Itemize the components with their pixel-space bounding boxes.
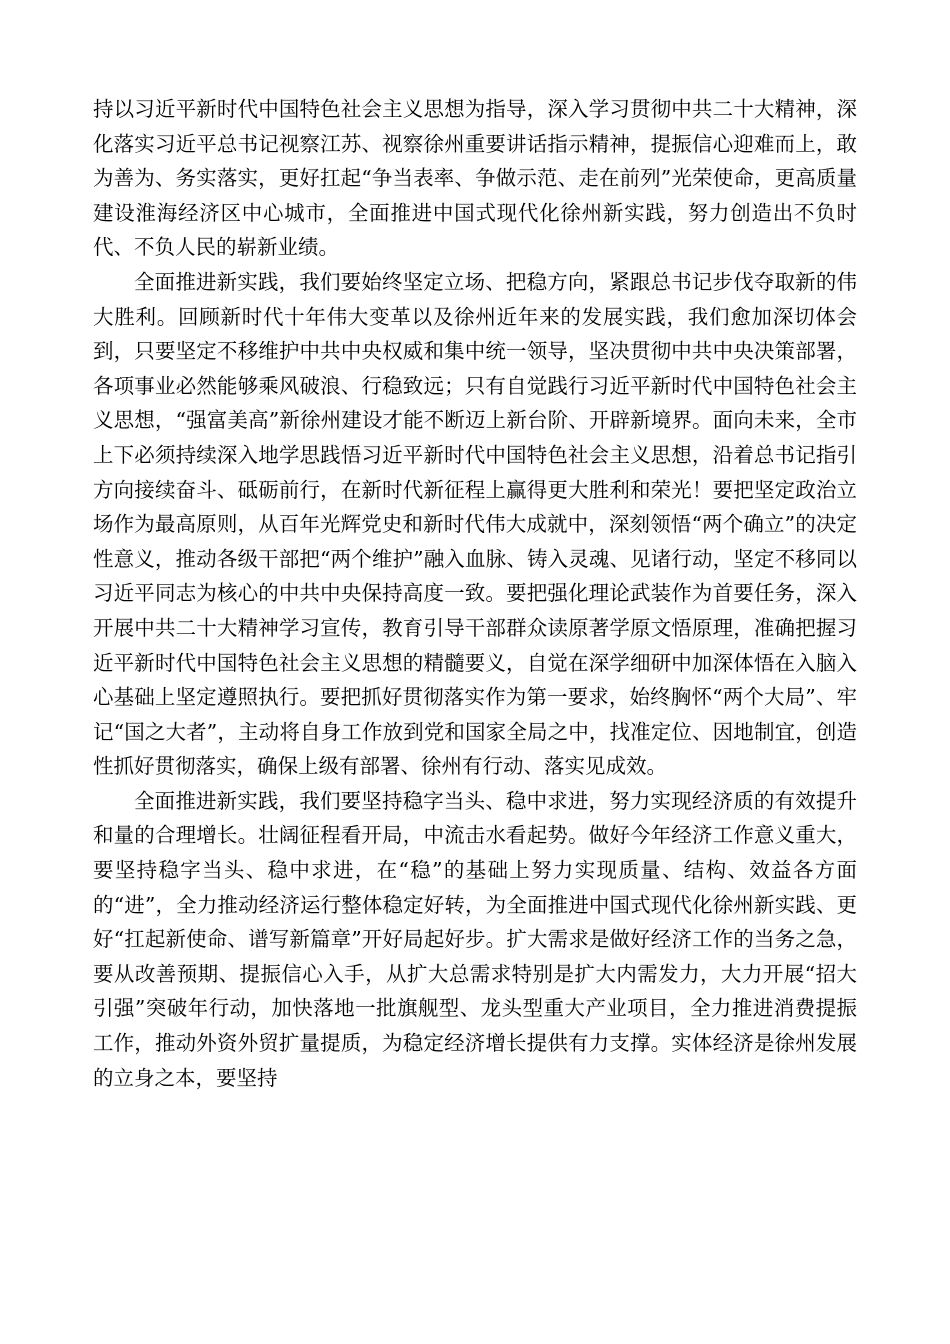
paragraph-steady-progress: 全面推进新实践，我们要坚持稳字当头、稳中求进，努力实现经济质的有效提升和量的合理增长。壮阔征程看开局，中流击水看起势。做好今年经济工作意义重大，要坚持稳字当头、稳中求进，在“稳”的基础上努力实现质量、结构、效益各方面的“进”，全力推动经济运行整体稳定好转，为全面推进中国式现代化徐州新实践、更好“扛起新使命、谱写新篇章”开好局起好步。扩大需求是做好经济工作的当务之急，要从改善预期、提振信心入手，从扩大总需求特别是扩大内需发力，大力开展“招大引强”突破年行动，加快落地一批旗舰型、龙头型重大产业项目，全力推进消费提振工作，推动外资外贸扩量提质，为稳定经济增长提供有力支撑。实体经济是徐州发展的立身之本，要坚持 — [93, 788, 857, 1090]
paragraph-intro-continuation: 持以习近平新时代中国特色社会主义思想为指导，深入学习贯彻中共二十大精神，深化落实习近平总书记视察江苏、视察徐州重要讲话指示精神，提振信心迎难而上，敢为善为、务实落实，更好扛起“争当表率、争做示范、走在前列”光荣使命，更高质量建设淮海经济区中心城市，全面推进中国式现代化徐州新实践，努力创造出不负时代、不负人民的崭新业绩。 — [93, 97, 857, 260]
paragraph-firm-stance: 全面推进新实践，我们要始终坚定立场、把稳方向，紧跟总书记步伐夺取新的伟大胜利。回顾新时代十年伟大变革以及徐州近年来的发展实践，我们愈加深切体会到，只要坚定不移维护中共中央权威和集中统一领导，坚决贯彻中共中央决策部署，各项事业必然能够乘风破浪、行稳致远；只有自觉践行习近平新时代中国特色社会主义思想，“强富美高”新徐州建设才能不断迈上新台阶、开辟新境界。面向未来，全市上下必须持续深入地学思践悟习近平新时代中国特色社会主义思想，沿着总书记指引方向接续奋斗、砥砺前行，在新时代新征程上赢得更大胜利和荣光！要把坚定政治立场作为最高原则，从百年光辉党史和新时代伟大成就中，深刻领悟“两个确立”的决定性意义，推动各级干部把“两个维护”融入血脉、铸入灵魂、见诸行动，坚定不移同以习近平同志为核心的中共中央保持高度一致。要把强化理论武装作为首要任务，深入开展中共二十大精神学习宣传，教育引导干部群众读原著学原文悟原理，准确把握习近平新时代中国特色社会主义思想的精髓要义，自觉在深学细研中加深体悟在入脑入心基础上坚定遵照执行。要把抓好贯彻落实作为第一要求，始终胸怀“两个大局”、牢记“国之大者”，主动将自身工作放到党和国家全局之中，找准定位、因地制宜，创造性抓好贯彻落实，确保上级有部署、徐州有行动、落实见成效。 — [93, 269, 857, 779]
document-page — [93, 92, 857, 1095]
